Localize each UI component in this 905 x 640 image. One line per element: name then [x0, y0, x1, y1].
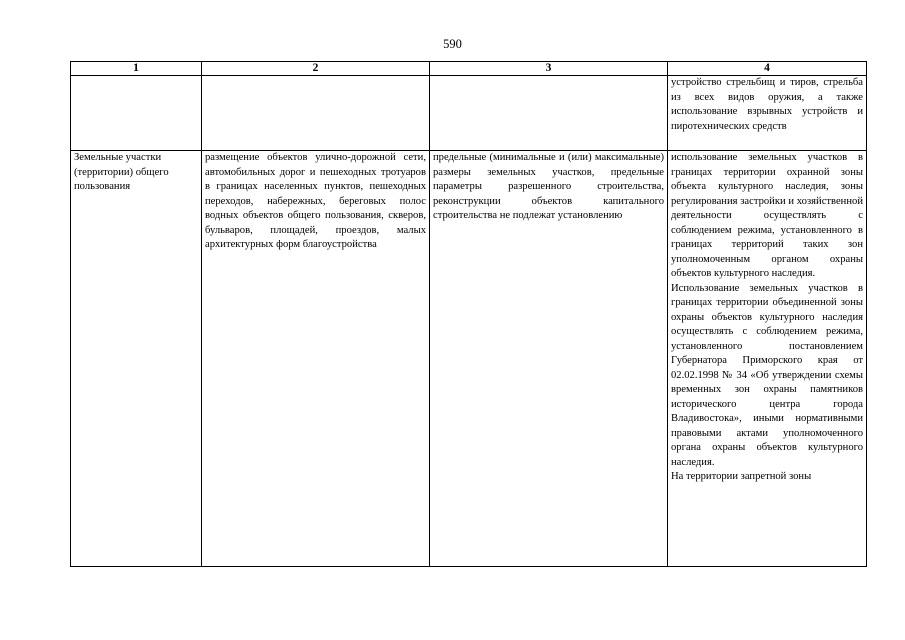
- cell-text: Земельные участки (территории) общего пользования: [74, 152, 169, 192]
- cell-text: размещение объектов улично-дорожной сети, автомобильных дорог и пешеходных тротуаров в границах населенных пунктов, пешеходных переходов, набережных, береговых полос водных объектов общего пользования, скверов, бульваров, площадей, проездов, малых архитектурных форм благоустройства: [205, 152, 426, 250]
- cell-paragraph: На территории запретной зоны: [671, 471, 812, 482]
- table-cell-restrictions: [668, 151, 867, 567]
- regulations-table: [70, 61, 867, 567]
- table-cell-permitted-use: [202, 151, 430, 567]
- column-header-3: 3: [430, 62, 668, 76]
- table-row: [71, 151, 867, 567]
- table-cell-land-type: [71, 151, 202, 567]
- table-row-continued: [71, 76, 867, 151]
- table-cell-empty: [71, 76, 202, 151]
- page-number: 590: [443, 37, 462, 51]
- cell-paragraph: Использование земельных участков в границах территории объединенной зоны охраны объектов культурного наследия осуществлять с соблюдением режима, установленного постановлением Губернатора Приморского края от 02.02.1998 № 34 «Об утверждении схемы временных зон охраны памятников исторического центра города Владивостока», иными нормативными правовыми актами уполномоченного органа охраны объектов культурного наследия.: [671, 282, 863, 468]
- cell-text: устройство стрельбищ и тиров, стрельба из всех видов оружия, а также использование взрывных устройств и пиротехнических средств: [671, 77, 863, 132]
- column-header-1: 1: [71, 62, 202, 76]
- table-cell-restrictions-continued: [668, 76, 867, 151]
- column-header-2: 2: [202, 62, 430, 76]
- table-header-row: [71, 62, 867, 76]
- table-cell-empty: [202, 76, 430, 151]
- column-header-4: 4: [668, 62, 867, 76]
- table-cell-parameters: [430, 151, 668, 567]
- cell-paragraph: использование земельных участков в границах территории охранной зоны объекта культурного наследия, зоны регулирования застройки и хозяйственной деятельности осуществлять с соблюдением режима, установленного в границах территорий таких зон уполномоченным органом охраны объектов культурного наследия.: [671, 152, 863, 279]
- table-cell-empty: [430, 76, 668, 151]
- cell-text: предельные (минимальные и (или) максимальные) размеры земельных участков, предельные параметры разрешенного строительства, реконструкции объектов капитального строительства не подлежат установлению: [433, 152, 664, 221]
